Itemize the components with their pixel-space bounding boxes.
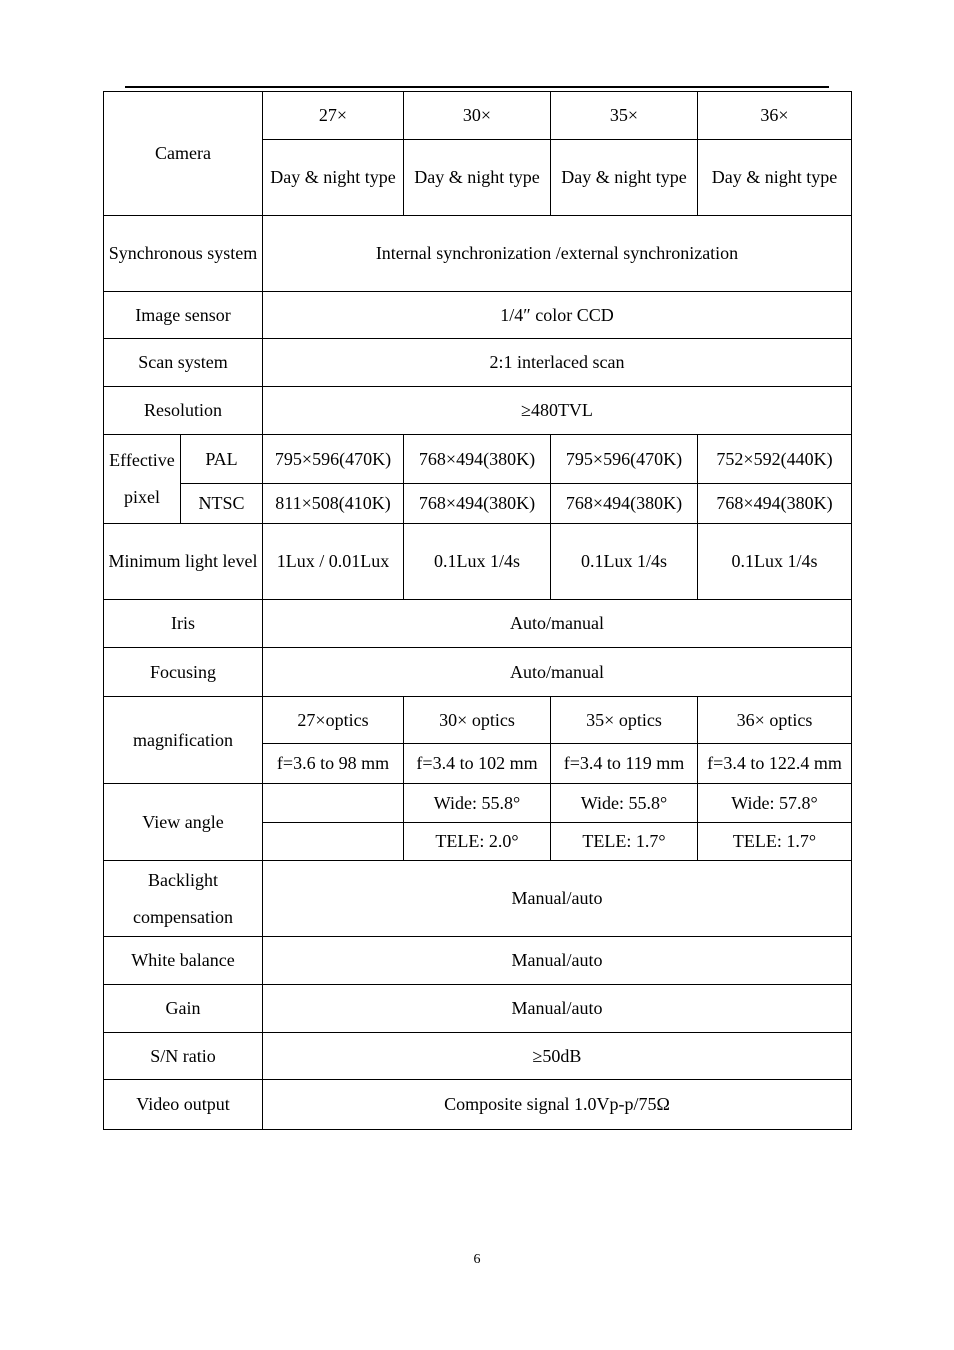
- type-cell: Day & night type: [404, 140, 551, 216]
- row-value: Auto/manual: [263, 600, 852, 648]
- model-cell: 36×: [698, 92, 852, 140]
- table-cell: f=3.4 to 102 mm: [404, 744, 551, 784]
- row-label: Video output: [104, 1080, 263, 1130]
- table-cell: 0.1Lux 1/4s: [551, 524, 698, 600]
- table-cell: TELE: 1.7°: [551, 823, 698, 861]
- row-value: 1/4″ color CCD: [263, 292, 852, 339]
- row-label: S/N ratio: [104, 1033, 263, 1080]
- row-label: Synchronous system: [104, 216, 263, 292]
- row-value: Manual/auto: [263, 985, 852, 1033]
- table-row: [104, 216, 852, 292]
- table-cell: 752×592(440K): [698, 435, 852, 484]
- table-cell: [263, 784, 404, 823]
- row-value: Manual/auto: [263, 861, 852, 937]
- table-cell: TELE: 1.7°: [698, 823, 852, 861]
- row-value: ≥480TVL: [263, 387, 852, 435]
- table-cell: 30× optics: [404, 697, 551, 744]
- page-number: 6: [473, 1252, 481, 1267]
- row-value: Auto/manual: [263, 648, 852, 697]
- camera-spec-table: [103, 91, 852, 1130]
- table-cell: f=3.4 to 119 mm: [551, 744, 698, 784]
- table-cell: [263, 823, 404, 861]
- model-cell: 27×: [263, 92, 404, 140]
- table-cell: TELE: 2.0°: [404, 823, 551, 861]
- row-label: Backlight compensation: [104, 861, 263, 937]
- table-row: [104, 92, 852, 140]
- table-row: [104, 524, 852, 600]
- table-row: [104, 600, 852, 648]
- row-value: Internal synchronization /external synchronization: [263, 216, 852, 292]
- table-cell: 0.1Lux 1/4s: [404, 524, 551, 600]
- table-row: [104, 697, 852, 744]
- table-row: [104, 937, 852, 985]
- row-value: Composite signal 1.0Vp-p/75Ω: [263, 1080, 852, 1130]
- row-label: Image sensor: [104, 292, 263, 339]
- table-row: [104, 1033, 852, 1080]
- table-cell: 795×596(470K): [263, 435, 404, 484]
- table-cell: Wide: 57.8°: [698, 784, 852, 823]
- table-cell: 27×optics: [263, 697, 404, 744]
- table-cell: Wide: 55.8°: [551, 784, 698, 823]
- model-cell: 30×: [404, 92, 551, 140]
- table-cell: 768×494(380K): [551, 484, 698, 524]
- type-cell: Day & night type: [551, 140, 698, 216]
- table-cell: 768×494(380K): [404, 484, 551, 524]
- type-cell: Day & night type: [698, 140, 852, 216]
- table-row: [104, 648, 852, 697]
- table-cell: 795×596(470K): [551, 435, 698, 484]
- table-cell: Wide: 55.8°: [404, 784, 551, 823]
- table-row: [104, 292, 852, 339]
- row-label: Resolution: [104, 387, 263, 435]
- table-cell: f=3.6 to 98 mm: [263, 744, 404, 784]
- header-rule: [125, 86, 829, 88]
- camera-label: Camera: [104, 92, 263, 216]
- table-row: [104, 484, 852, 524]
- table-cell: 1Lux / 0.01Lux: [263, 524, 404, 600]
- row-value: 2:1 interlaced scan: [263, 339, 852, 387]
- table-cell: f=3.4 to 122.4 mm: [698, 744, 852, 784]
- row-value: ≥50dB: [263, 1033, 852, 1080]
- table-cell: 0.1Lux 1/4s: [698, 524, 852, 600]
- row-label: Scan system: [104, 339, 263, 387]
- table-row: [104, 861, 852, 937]
- table-row: [104, 784, 852, 823]
- row-label: View angle: [104, 784, 263, 861]
- row-value: Manual/auto: [263, 937, 852, 985]
- table-cell: 811×508(410K): [263, 484, 404, 524]
- model-cell: 35×: [551, 92, 698, 140]
- row-label: Effective pixel: [104, 435, 181, 524]
- table-row: [104, 985, 852, 1033]
- type-cell: Day & night type: [263, 140, 404, 216]
- sub-label: NTSC: [181, 484, 263, 524]
- row-label: White balance: [104, 937, 263, 985]
- table-cell: 768×494(380K): [698, 484, 852, 524]
- table-row: [104, 435, 852, 484]
- table-cell: 35× optics: [551, 697, 698, 744]
- table-row: [104, 1080, 852, 1130]
- row-label: magnification: [104, 697, 263, 784]
- sub-label: PAL: [181, 435, 263, 484]
- row-label: Focusing: [104, 648, 263, 697]
- row-label: Iris: [104, 600, 263, 648]
- table-cell: 768×494(380K): [404, 435, 551, 484]
- table-row: [104, 339, 852, 387]
- row-label: Minimum light level: [104, 524, 263, 600]
- row-label: Gain: [104, 985, 263, 1033]
- table-cell: 36× optics: [698, 697, 852, 744]
- table-row: [104, 387, 852, 435]
